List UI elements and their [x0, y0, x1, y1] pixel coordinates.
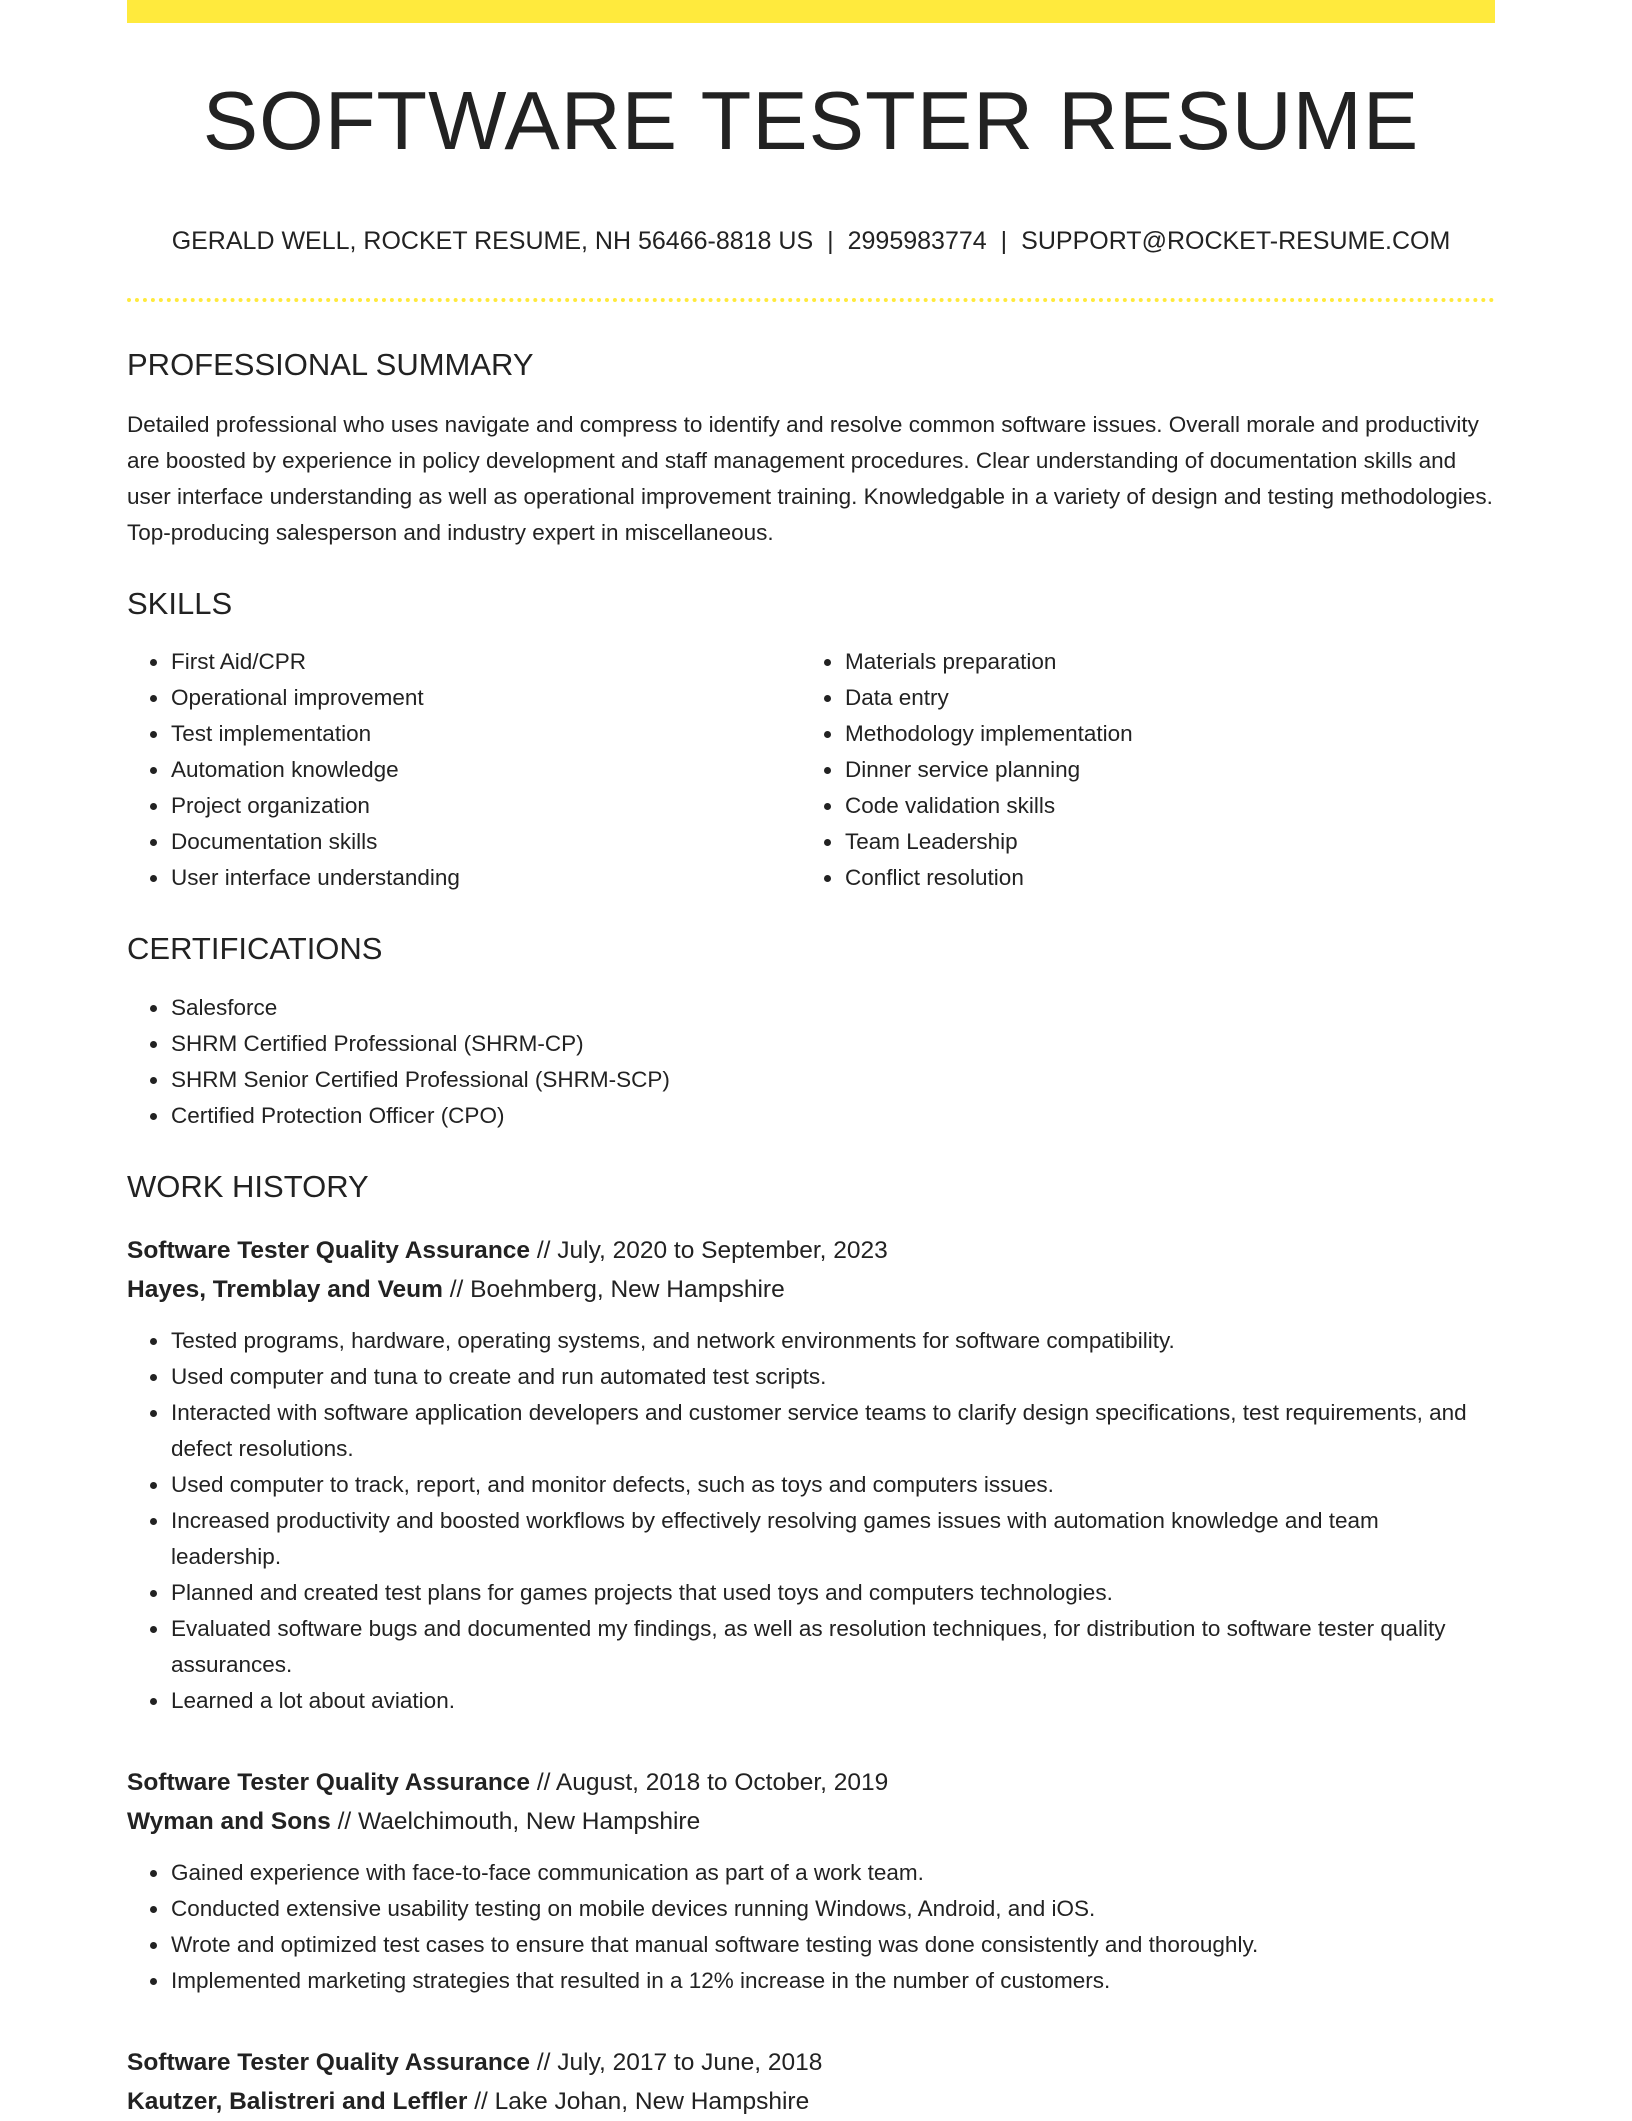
job-dates: // July, 2017 to June, 2018 — [530, 2048, 823, 2076]
job-location: // Lake Johan, New Hampshire — [467, 2087, 810, 2115]
job-dates: // July, 2020 to September, 2023 — [530, 1236, 888, 1264]
job-title-line — [127, 2043, 1495, 2082]
resume-title: SOFTWARE TESTER RESUME — [202, 74, 1420, 167]
contact-separator: | — [827, 227, 834, 255]
contact-phone: 2995983774 — [847, 227, 987, 255]
contact-email: SUPPORT@ROCKET-RESUME.COM — [1021, 227, 1451, 255]
skill-item: • Methodology implementation — [844, 716, 1475, 752]
job-duty-item: • Planned and created test plans for games projects that used toys and computers technologies. — [170, 1575, 1495, 1611]
resume-page — [127, 0, 1495, 2121]
job-title: Software Tester Quality Assurance — [127, 1236, 531, 1264]
job-company-line — [127, 1270, 1495, 1309]
job-duty-item: • Interacted with software application developers and customer service teams to clarify design specifications, test requirements, and defect resolutions. — [170, 1395, 1495, 1467]
certification-item: • SHRM Certified Professional (SHRM-CP) — [170, 1026, 1495, 1062]
job-location: // Boehmberg, New Hampshire — [442, 1275, 785, 1303]
skill-item: • Team Leadership — [844, 824, 1475, 860]
job-entry — [127, 1763, 1495, 1999]
job-duty-item: • Used computer and tuna to create and run automated test scripts. — [170, 1359, 1495, 1395]
certification-item: • SHRM Senior Certified Professional (SHRM-SCP) — [170, 1062, 1495, 1098]
job-duty-item: • Implemented marketing strategies that resulted in a 12% increase in the number of customers. — [170, 1963, 1495, 1999]
job-company: Wyman and Sons — [127, 1807, 331, 1835]
certification-item: • Certified Protection Officer (CPO) — [170, 1098, 1495, 1134]
work-history-list — [127, 1231, 1495, 2121]
skill-item: • Conflict resolution — [844, 860, 1475, 896]
job-duty-item: • Conducted extensive usability testing on mobile devices running Windows, Android, and iOS. — [170, 1891, 1495, 1927]
job-duty-item: • Gained experience with face-to-face communication as part of a work team. — [170, 1855, 1495, 1891]
skill-item: • Materials preparation — [844, 644, 1475, 680]
skill-item: • Automation knowledge — [170, 752, 801, 788]
skill-item: • User interface understanding — [170, 860, 801, 896]
skills-list-right — [801, 644, 1475, 896]
job-duties-list — [127, 1855, 1495, 1999]
skill-item: • Data entry — [844, 680, 1475, 716]
job-duty-item: • Tested programs, hardware, operating systems, and network environments for software compatibility. — [170, 1323, 1495, 1359]
job-title-line — [127, 1763, 1495, 1802]
job-company: Kautzer, Balistreri and Leffler — [127, 2087, 468, 2115]
skills-list-left — [127, 644, 801, 896]
job-title: Software Tester Quality Assurance — [127, 1768, 531, 1796]
contact-address: GERALD WELL, ROCKET RESUME, NH 56466-8818 US — [171, 227, 814, 255]
skill-item: • Documentation skills — [170, 824, 801, 860]
summary-text: Detailed professional who uses navigate and compress to identify and resolve common software issues. Overall morale and productivity are boosted by experience in policy development and staff management procedures. Clear understanding of documentation skills and user interface understanding as well as operational improvement training. Knowledgable in a variety of design and testing methodologies. Top-producing salesperson and industry expert in miscellaneous. — [127, 412, 1493, 546]
job-entry — [127, 2043, 1495, 2121]
skill-item: • Project organization — [170, 788, 801, 824]
job-duty-item: • Increased productivity and boosted workflows by effectively resolving games issues with automation knowledge and team leadership. — [170, 1503, 1495, 1575]
job-company-line — [127, 1802, 1495, 1841]
skill-item: • Test implementation — [170, 716, 801, 752]
skill-item: • Operational improvement — [170, 680, 801, 716]
dotted-divider — [127, 298, 1495, 302]
job-title: Software Tester Quality Assurance — [127, 2048, 531, 2076]
skills-grid — [127, 644, 1495, 896]
certifications-list — [127, 990, 1495, 1134]
contact-separator: | — [1000, 227, 1008, 255]
skills-heading: SKILLS — [127, 586, 233, 622]
work-history-heading: WORK HISTORY — [127, 1168, 369, 1204]
summary-heading: PROFESSIONAL SUMMARY — [127, 347, 534, 382]
skill-item: • Code validation skills — [844, 788, 1475, 824]
skill-item: • First Aid/CPR — [170, 644, 801, 680]
job-duty-item: • Evaluated software bugs and documented my findings, as well as resolution techniques, for distribution to software tester quality assurances. — [170, 1611, 1495, 1683]
certification-item: • Salesforce — [170, 990, 1495, 1026]
job-dates: // August, 2018 to October, 2019 — [530, 1768, 889, 1796]
job-duties-list — [127, 1323, 1495, 1719]
job-location: // Waelchimouth, New Hampshire — [330, 1807, 701, 1835]
accent-top-bar — [127, 0, 1495, 23]
job-duty-item: • Learned a lot about aviation. — [170, 1683, 1495, 1719]
skill-item: • Dinner service planning — [844, 752, 1475, 788]
certifications-heading: CERTIFICATIONS — [127, 931, 383, 967]
job-company: Hayes, Tremblay and Veum — [127, 1275, 443, 1303]
job-entry — [127, 1231, 1495, 1719]
job-duty-item: • Wrote and optimized test cases to ensure that manual software testing was done consistently and thoroughly. — [170, 1927, 1495, 1963]
contact-line — [127, 226, 1495, 256]
job-duty-item: • Used computer to track, report, and monitor defects, such as toys and computers issues. — [170, 1467, 1495, 1503]
job-company-line — [127, 2082, 1495, 2121]
job-title-line — [127, 1231, 1495, 1270]
